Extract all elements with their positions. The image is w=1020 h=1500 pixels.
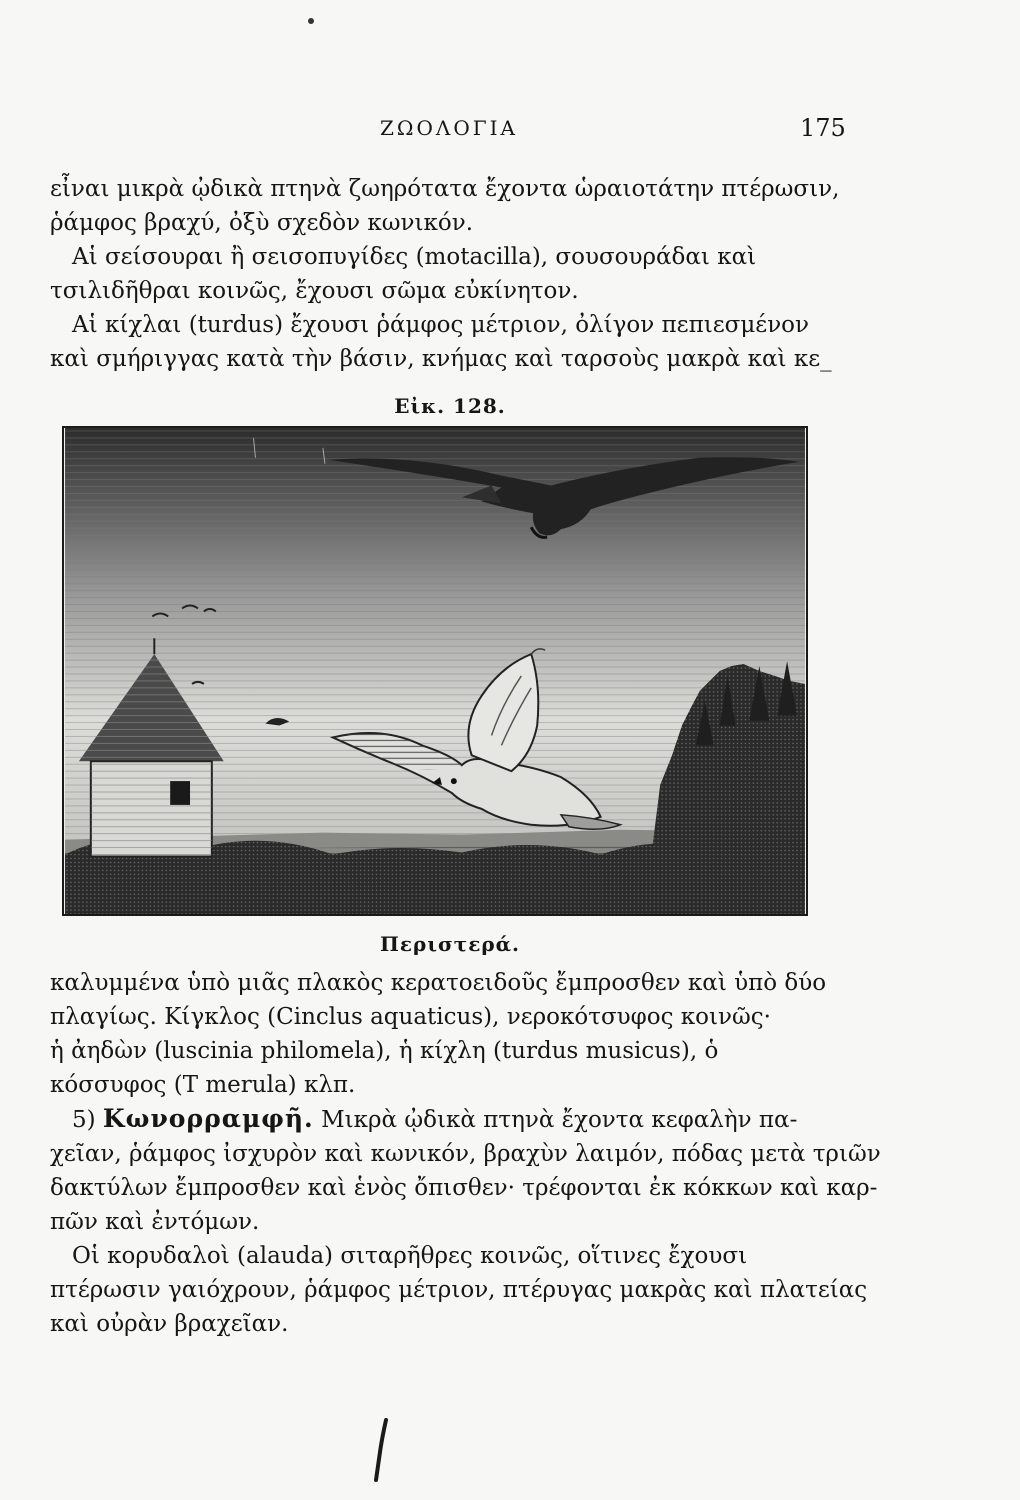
paragraph xyxy=(50,1239,868,1341)
text-fragment: Μικρὰ ᾠδικὰ πτηνὰ ἔχοντα κεφαλὴν πα- xyxy=(321,1107,798,1133)
text-line: Οἱ κορυδαλοὶ (alauda) σιταρῆθρες κοινῶς, οἵτινες ἔχουσι xyxy=(72,1243,748,1269)
text-line: τσιλιδῆθραι κοινῶς, ἔχουσι σῶμα εὐκίνητον. xyxy=(50,278,579,304)
text-line: εἶναι μικρὰ ᾠδικὰ πτηνὰ ζωηρότατα ἔχοντα ὡραιοτάτην πτέρωσιν, xyxy=(50,176,840,202)
text-line: καλυμμένα ὑπὸ μιᾶς πλακὸς κερατοειδοῦς ἔμπροσθεν καὶ ὑπὸ δύο xyxy=(50,970,827,996)
ink-stroke-mark xyxy=(372,1418,390,1482)
ink-speck xyxy=(308,18,314,24)
pigeon-engraving xyxy=(62,426,808,916)
text-line: πῶν καὶ ἐντόμων. xyxy=(50,1209,260,1235)
text-line: δακτύλων ἔμπροσθεν καὶ ἑνὸς ὄπισθεν· τρέφονται ἐκ κόκκων καὶ καρ- xyxy=(50,1175,878,1201)
text-line: κόσσυφος (T merula) κλπ. xyxy=(50,1072,356,1098)
section-number: 5) xyxy=(72,1107,96,1133)
running-head xyxy=(0,116,1020,146)
lower-text-block xyxy=(50,966,881,1341)
paragraph xyxy=(50,966,860,1102)
figure-caption: Περιστερά. xyxy=(379,932,521,956)
text-line: καὶ οὐρὰν βραχεῖαν. xyxy=(50,1311,289,1337)
running-title: ΖΩΟΛΟΓΙΑ xyxy=(380,116,518,140)
paragraph xyxy=(50,308,860,376)
text-line: πτέρωσιν γαιόχρουν, ῥάμφος μέτριον, πτέρυγας μακρὰς καὶ πλατείας xyxy=(50,1277,868,1303)
section-term: Κωνορραμφῆ. xyxy=(102,1104,314,1133)
text-line: χεῖαν, ῥάμφος ἰσχυρὸν καὶ κωνικόν, βραχὺν λαιμόν, πόδας μετὰ τριῶν xyxy=(50,1141,881,1167)
paragraph xyxy=(50,172,860,240)
text-line xyxy=(50,1102,860,1137)
text-line: ἡ ἀηδὼν (luscinia philomela), ἡ κίχλη (turdus musicus), ὁ xyxy=(50,1038,719,1064)
engraving-illustration xyxy=(64,428,806,914)
text-line: πλαγίως. Κίγκλος (Cinclus aquaticus), νεροκότσυφος κοινῶς· xyxy=(50,1004,771,1030)
paragraph xyxy=(50,240,860,308)
text-line: Αἱ κίχλαι (turdus) ἔχουσι ῥάμφος μέτριον, ὀλίγον πεπιεσμένον xyxy=(72,312,809,338)
text-line: καὶ σμήριγγας κατὰ τὴν βάσιν, κνήμας καὶ ταρσοὺς μακρὰ καὶ κε_ xyxy=(50,346,832,372)
page-number: 175 xyxy=(800,114,846,142)
paragraph xyxy=(50,1102,881,1239)
figure-label: Εἰκ. 128. xyxy=(394,394,506,418)
text-line: Αἱ σείσουραι ἢ σεισοπυγίδες (motacilla), σουσουράδαι καὶ xyxy=(72,244,757,270)
upper-text-block xyxy=(50,172,860,376)
text-line: ῥάμφος βραχύ, ὀξὺ σχεδὸν κωνικόν. xyxy=(50,210,474,236)
